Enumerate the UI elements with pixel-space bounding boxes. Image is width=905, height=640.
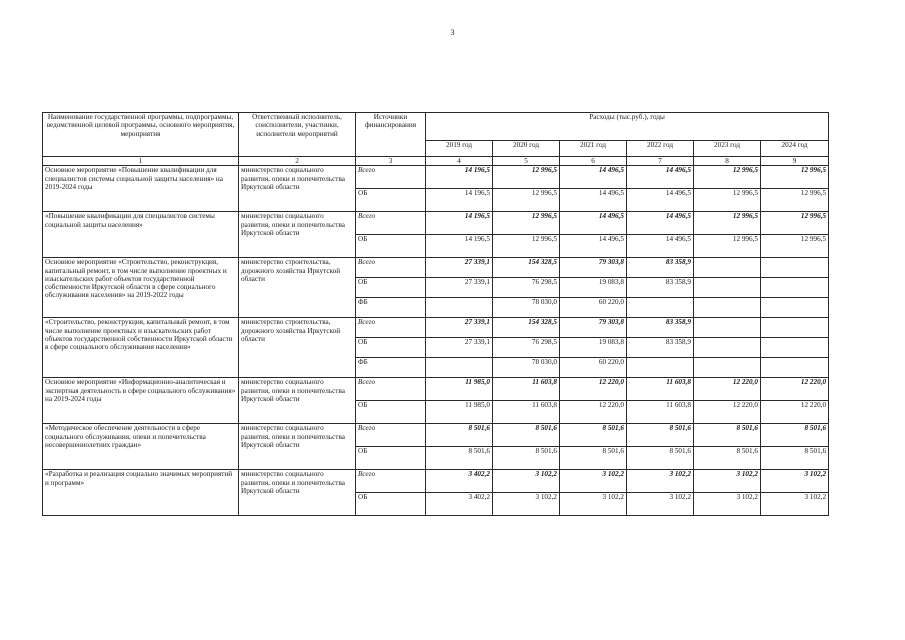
funding-source: ОБ	[356, 493, 426, 516]
expense-value	[694, 298, 761, 318]
expense-value: 12 220,0	[560, 401, 627, 424]
expense-value: 8 501,6	[627, 447, 694, 470]
activity-name: Основное мероприятие «Строительство, реконструкция, капитальный ремонт, в том числе выполнение проектных и изыскательских работ объектов государственной собственности Иркутской области в сфере социального обслуживания населения» на 2019-2022 годы	[43, 258, 239, 318]
expense-value: 12 996,5	[694, 212, 761, 235]
executor-name: министерство социального развития, опеки и попечительства Иркутской области	[239, 378, 356, 424]
funding-source: Всего	[356, 378, 426, 401]
expense-value	[761, 278, 829, 298]
expense-value: 3 102,2	[761, 470, 829, 493]
table-row	[43, 212, 829, 235]
expense-value: 12 220,0	[694, 378, 761, 401]
column-number: 8	[694, 157, 761, 166]
expense-value: 8 501,6	[560, 447, 627, 470]
expense-value: 8 501,6	[426, 424, 493, 447]
expense-value	[627, 298, 694, 318]
expense-value: 14 496,5	[560, 212, 627, 235]
expense-value: 76 298,5	[493, 278, 560, 298]
expense-value: 3 102,2	[560, 470, 627, 493]
table-row	[43, 470, 829, 493]
column-number: 3	[356, 157, 426, 166]
header-year: 2023 год	[694, 141, 761, 157]
expense-value: 3 102,2	[493, 470, 560, 493]
expense-value: 8 501,6	[493, 447, 560, 470]
expense-value: 3 102,2	[761, 493, 829, 516]
expense-value: 8 501,6	[627, 424, 694, 447]
expense-value: 14 496,5	[627, 189, 694, 212]
expense-value: 3 102,2	[694, 493, 761, 516]
expense-value: 8 501,6	[761, 447, 829, 470]
header-year: 2020 год	[493, 141, 560, 157]
expense-value	[426, 358, 493, 378]
expense-value: 60 220,0	[560, 298, 627, 318]
expense-value: 12 996,5	[761, 189, 829, 212]
activity-name: «Повышение квалификации для специалистов системы социальной защиты населения»	[43, 212, 239, 258]
expense-value	[694, 358, 761, 378]
executor-name: министерство социального развития, опеки и попечительства Иркутской области	[239, 470, 356, 516]
expense-value: 12 996,5	[694, 189, 761, 212]
activity-name: «Методическое обеспечение деятельности в сфере социального обслуживания, опеки и попечительства несовершеннолетних граждан»	[43, 424, 239, 470]
expense-value: 12 996,5	[761, 212, 829, 235]
expense-value: 154 328,5	[493, 318, 560, 338]
expense-value: 12 996,5	[694, 166, 761, 189]
expense-value: 3 102,2	[627, 493, 694, 516]
expense-value: 12 996,5	[493, 189, 560, 212]
expense-value: 14 496,5	[560, 166, 627, 189]
column-number: 1	[43, 157, 239, 166]
column-number: 5	[493, 157, 560, 166]
expense-value: 8 501,6	[694, 424, 761, 447]
expense-value: 3 402,2	[426, 493, 493, 516]
expense-value: 8 501,6	[694, 447, 761, 470]
activity-name: «Разработка и реализация социально значимых мероприятий и программ»	[43, 470, 239, 516]
expense-value: 11 603,8	[627, 378, 694, 401]
expense-value: 12 220,0	[694, 401, 761, 424]
executor-name: министерство строительства, дорожного хозяйства Иркутской области	[239, 258, 356, 318]
expense-value: 12 220,0	[761, 401, 829, 424]
funding-source: ОБ	[356, 235, 426, 258]
expense-value: 14 496,5	[560, 235, 627, 258]
expense-value	[694, 278, 761, 298]
expense-value: 11 603,8	[493, 401, 560, 424]
expense-value: 3 102,2	[694, 470, 761, 493]
budget-table	[42, 112, 829, 516]
funding-source: ОБ	[356, 338, 426, 358]
expense-value: 11 603,8	[627, 401, 694, 424]
expense-value	[627, 358, 694, 378]
column-number: 9	[761, 157, 829, 166]
expense-value	[694, 338, 761, 358]
expense-value: 11 603,8	[493, 378, 560, 401]
expense-value	[761, 298, 829, 318]
expense-value: 3 102,2	[560, 493, 627, 516]
table-row	[43, 378, 829, 401]
expense-value: 12 996,5	[761, 166, 829, 189]
expense-value: 83 358,9	[627, 278, 694, 298]
funding-source: Всего	[356, 166, 426, 189]
table-row	[43, 318, 829, 338]
funding-source: ОБ	[356, 447, 426, 470]
activity-name: Основное мероприятие «Информационно-аналитическая и экспертная деятельность в сфере социального обслуживания» на 2019-2024 годы	[43, 378, 239, 424]
expense-value: 27 339,1	[426, 258, 493, 278]
expense-value: 27 339,1	[426, 338, 493, 358]
expense-value: 76 298,5	[493, 338, 560, 358]
table-body	[43, 166, 829, 516]
executor-name: министерство социального развития, опеки и попечительства Иркутской области	[239, 212, 356, 258]
expense-value	[694, 318, 761, 338]
funding-source: ОБ	[356, 189, 426, 212]
header-year: 2021 год	[560, 141, 627, 157]
expense-value	[761, 338, 829, 358]
expense-value: 27 339,1	[426, 278, 493, 298]
expense-value: 83 358,9	[627, 318, 694, 338]
expense-value	[426, 298, 493, 318]
header-executor-column: Ответственный исполнитель, соисполнители, участники, исполнители мероприятий	[239, 113, 356, 157]
header-year: 2019 год	[426, 141, 493, 157]
expense-value: 12 996,5	[761, 235, 829, 258]
expense-value: 3 102,2	[493, 493, 560, 516]
expense-value: 8 501,6	[560, 424, 627, 447]
expense-value: 27 339,1	[426, 318, 493, 338]
funding-source: Всего	[356, 258, 426, 278]
executor-name: министерство социального развития, опеки и попечительства Иркутской области	[239, 166, 356, 212]
page-number: 3	[450, 28, 455, 37]
column-number: 6	[560, 157, 627, 166]
header-source-column: Источники финансирования	[356, 113, 426, 157]
table-row	[43, 166, 829, 189]
expense-value: 14 496,5	[627, 235, 694, 258]
funding-source: ФБ	[356, 358, 426, 378]
expense-value: 11 985,0	[426, 378, 493, 401]
activity-name: Основное мероприятие «Повышение квалификации для специалистов системы социальной защиты населения» на 2019-2024 годы	[43, 166, 239, 212]
expense-value: 3 402,2	[426, 470, 493, 493]
funding-source: Всего	[356, 470, 426, 493]
expense-value: 14 496,5	[560, 189, 627, 212]
funding-source: ФБ	[356, 298, 426, 318]
expense-value: 60 220,0	[560, 358, 627, 378]
table-row	[43, 258, 829, 278]
funding-source: Всего	[356, 212, 426, 235]
expense-value: 14 196,5	[426, 235, 493, 258]
funding-source: Всего	[356, 424, 426, 447]
header-year: 2022 год	[627, 141, 694, 157]
header-name-column: Наименование государственной программы, подпрограммы, ведомственной целевой программы, основного мероприятия, мероприятия	[43, 113, 239, 157]
expense-value: 8 501,6	[493, 424, 560, 447]
expense-value: 12 220,0	[560, 378, 627, 401]
expense-value: 14 496,5	[627, 166, 694, 189]
expense-value: 19 083,8	[560, 338, 627, 358]
expense-value: 14 496,5	[627, 212, 694, 235]
funding-source: Всего	[356, 318, 426, 338]
funding-source: ОБ	[356, 401, 426, 424]
column-number: 7	[627, 157, 694, 166]
executor-name: министерство социального развития, опеки и попечительства Иркутской области	[239, 424, 356, 470]
header-year: 2024 год	[761, 141, 829, 157]
expense-value: 14 196,5	[426, 166, 493, 189]
expense-value: 79 303,8	[560, 318, 627, 338]
expense-value: 19 083,8	[560, 278, 627, 298]
expense-value	[761, 258, 829, 278]
expense-value: 12 996,5	[493, 166, 560, 189]
expense-value: 12 996,5	[694, 235, 761, 258]
expense-value: 3 102,2	[627, 470, 694, 493]
column-number: 2	[239, 157, 356, 166]
expense-value: 78 030,0	[493, 358, 560, 378]
expense-value: 12 220,0	[761, 378, 829, 401]
table-row	[43, 424, 829, 447]
expense-value: 14 196,5	[426, 189, 493, 212]
expense-value: 83 358,9	[627, 258, 694, 278]
expense-value: 78 030,0	[493, 298, 560, 318]
expense-value: 14 196,5	[426, 212, 493, 235]
expense-value: 12 996,5	[493, 212, 560, 235]
expense-value	[761, 318, 829, 338]
expense-value: 79 303,8	[560, 258, 627, 278]
expense-value: 8 501,6	[761, 424, 829, 447]
expense-value: 12 996,5	[493, 235, 560, 258]
executor-name: министерство строительства, дорожного хозяйства Иркутской области	[239, 318, 356, 378]
expense-value: 154 328,5	[493, 258, 560, 278]
expense-value: 11 985,0	[426, 401, 493, 424]
activity-name: «Строительство, реконструкция, капитальный ремонт, в том числе выполнение проектных и изыскательских работ объектов государственной собственности Иркутской области в сфере социального обслуживания населения»	[43, 318, 239, 378]
expense-value	[694, 258, 761, 278]
funding-source: ОБ	[356, 278, 426, 298]
expense-value	[761, 358, 829, 378]
expense-value: 8 501,6	[426, 447, 493, 470]
header-expenses-column: Расходы (тыс.руб.), годы	[426, 113, 829, 141]
expense-value: 83 358,9	[627, 338, 694, 358]
column-number: 4	[426, 157, 493, 166]
